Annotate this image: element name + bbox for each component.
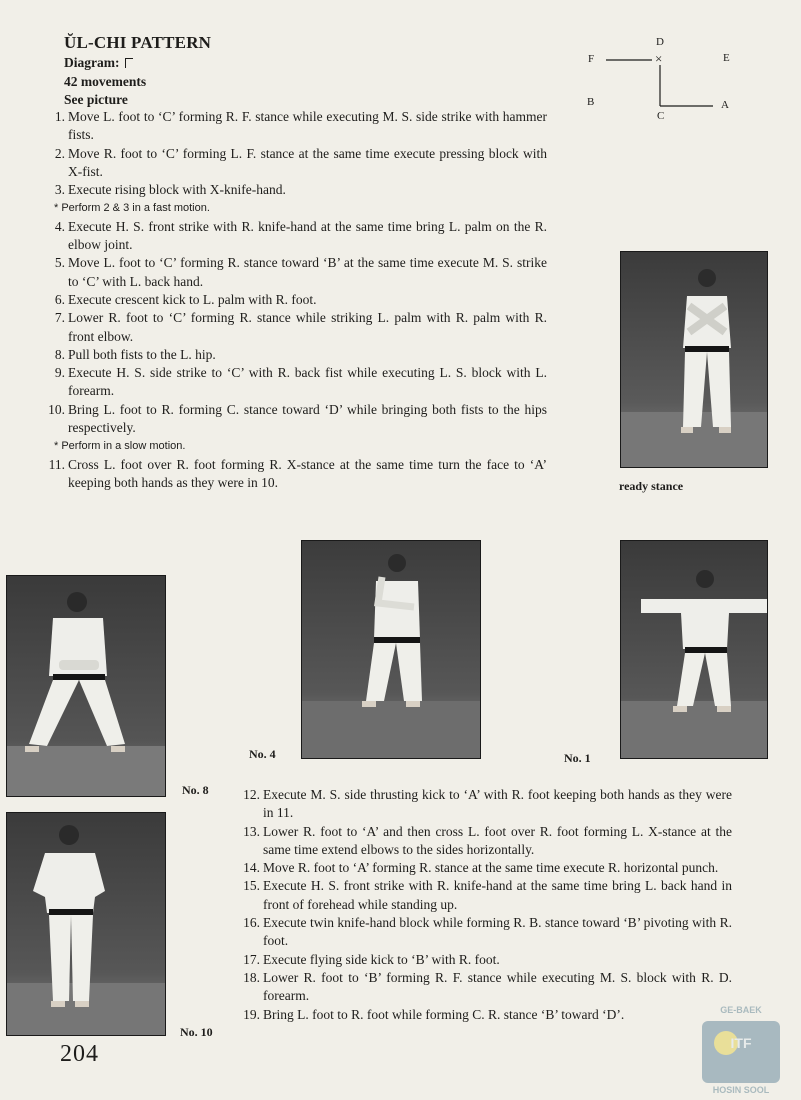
step-text: Execute H. S. front strike with R. knife-hand at the same time bring L. palm on the R. elbow joint. bbox=[68, 218, 547, 253]
step-number: 11. bbox=[48, 456, 65, 472]
direction-diagram bbox=[570, 30, 750, 130]
step-number: 4. bbox=[54, 218, 65, 234]
step-note: * Perform 2 & 3 in a fast motion. bbox=[54, 202, 210, 215]
step-number: 6. bbox=[54, 291, 65, 307]
step-number: 2. bbox=[54, 145, 65, 161]
steps-part-2 bbox=[242, 786, 732, 1024]
step-number: 12. bbox=[243, 787, 260, 802]
step-text: Execute M. S. side thrusting kick to ‘A’ with R. foot keeping both hands as they were in 11. bbox=[263, 787, 732, 821]
movements-count: 42 movements bbox=[64, 74, 147, 89]
watermark-bottom-text: HOSIN SOOL bbox=[712, 1085, 770, 1095]
diagram-shape-icon bbox=[125, 58, 133, 68]
step-number: 7. bbox=[54, 310, 65, 326]
step-number: 13. bbox=[243, 823, 260, 839]
diagram-center-mark: × bbox=[655, 51, 663, 66]
step-number: 9. bbox=[54, 365, 65, 381]
step-text: Lower R. foot to ‘A’ and then cross L. foot over R. foot forming L. X-stance at the same time extend elbows to the sides horizontally. bbox=[263, 823, 732, 857]
diagram-label-a: A bbox=[721, 99, 729, 111]
step-text: Bring L. foot to R. forming C. stance toward ‘D’ while bringing both fists to the hips respectively. bbox=[68, 401, 547, 436]
step-number: 5. bbox=[54, 255, 65, 271]
diagram-label-text: Diagram: bbox=[64, 55, 120, 70]
caption-no-8: No. 8 bbox=[182, 783, 209, 797]
step-item bbox=[47, 218, 547, 255]
see-picture-label: See picture bbox=[64, 92, 128, 107]
caption-ready-stance: ready stance bbox=[619, 479, 684, 493]
step-item bbox=[47, 309, 547, 346]
step-item bbox=[47, 108, 547, 145]
figure-no-10 bbox=[7, 813, 165, 1035]
step-number: 3. bbox=[54, 182, 65, 198]
step-number: 16. bbox=[243, 915, 260, 931]
photo-no-8 bbox=[6, 575, 166, 797]
step-item bbox=[242, 914, 732, 951]
page-number: 204 bbox=[60, 1041, 99, 1067]
caption-no-10: No. 10 bbox=[180, 1025, 213, 1039]
step-text: Bring L. foot to R. foot while forming C. R. stance ‘B’ toward ‘D’. bbox=[263, 1006, 625, 1022]
figure-no-4 bbox=[302, 541, 480, 758]
photo-ready-stance bbox=[620, 251, 768, 468]
step-item bbox=[47, 364, 547, 401]
diagram-label-d: D bbox=[656, 36, 664, 48]
step-text: Execute flying side kick to ‘B’ with R. foot. bbox=[263, 951, 500, 967]
step-item bbox=[47, 291, 547, 309]
step-number: 1. bbox=[54, 109, 65, 124]
step-item bbox=[47, 254, 547, 291]
step-item bbox=[242, 877, 732, 914]
photo-no-10 bbox=[6, 812, 166, 1036]
step-text: Move L. foot to ‘C’ forming R. F. stance while executing M. S. side strike with hammer fists. bbox=[68, 109, 547, 143]
step-text: Pull both fists to the L. hip. bbox=[68, 346, 216, 362]
step-item bbox=[242, 859, 732, 877]
diagram-label-b: B bbox=[587, 96, 595, 108]
photo-no-1 bbox=[620, 540, 768, 759]
photo-no-4 bbox=[301, 540, 481, 759]
step-number: 18. bbox=[243, 969, 260, 985]
watermark bbox=[688, 1005, 794, 1097]
page-title: ŬL-CHI PATTERN bbox=[64, 33, 212, 52]
step-number: 14. bbox=[243, 860, 260, 876]
step-text: Cross L. foot over R. foot forming R. X-stance at the same time turn the face to ‘A’ keeping both hands as they were in 10. bbox=[68, 456, 547, 490]
step-number: 10. bbox=[48, 401, 65, 417]
diagram-label-c: C bbox=[657, 110, 665, 122]
step-number: 19. bbox=[243, 1006, 260, 1022]
step-item bbox=[242, 1006, 732, 1024]
step-number: 8. bbox=[54, 346, 65, 362]
step-item bbox=[47, 346, 547, 364]
step-text: Execute H. S. front strike with R. knife-hand at the same time bring L. back hand in front of forehead while standing up. bbox=[263, 878, 732, 912]
step-text: Execute crescent kick to L. palm with R. foot. bbox=[68, 291, 317, 307]
step-item bbox=[242, 786, 732, 823]
step-number: 15. bbox=[243, 878, 260, 894]
diagram-label bbox=[64, 55, 133, 71]
step-item bbox=[47, 401, 547, 438]
step-text: Move L. foot to ‘C’ forming R. stance toward ‘B’ at the same time execute M. S. strike to ‘C’ with L. back hand. bbox=[68, 255, 547, 289]
step-note: * Perform in a slow motion. bbox=[54, 440, 186, 453]
watermark-emblem-icon bbox=[688, 1017, 794, 1087]
figure-ready-stance bbox=[621, 252, 767, 467]
step-item bbox=[242, 823, 732, 860]
figure-no-8 bbox=[7, 576, 165, 796]
diagram-label-e: E bbox=[723, 52, 730, 64]
step-item bbox=[242, 951, 732, 969]
step-text: Execute twin knife-hand block while forming R. B. stance toward ‘B’ pivoting with R. foot. bbox=[263, 915, 732, 949]
watermark-badge-text: ITF bbox=[730, 1035, 752, 1051]
step-item bbox=[47, 181, 547, 199]
step-text: Lower R. foot to ‘B’ forming R. F. stance while executing M. S. block with R. D. forearm. bbox=[263, 969, 732, 1004]
watermark-top-text: GE-BAEK bbox=[720, 1005, 762, 1015]
diagram-label-f: F bbox=[588, 53, 595, 65]
step-number: 17. bbox=[243, 951, 260, 967]
step-text: Move R. foot to ‘C’ forming L. F. stance at the same time execute pressing block with X-fist. bbox=[68, 145, 547, 179]
step-text: Execute rising block with X-knife-hand. bbox=[68, 182, 286, 198]
step-text: Move R. foot to ‘A’ forming R. stance at the same time execute R. horizontal punch. bbox=[263, 860, 719, 876]
caption-no-4: No. 4 bbox=[249, 747, 276, 761]
caption-no-1: No. 1 bbox=[564, 751, 591, 765]
figure-no-1 bbox=[621, 541, 767, 758]
step-text: Execute H. S. side strike to ‘C’ with R. back fist while executing L. S. block with L. forearm. bbox=[68, 365, 547, 399]
steps-part-1 bbox=[47, 108, 547, 492]
step-text: Lower R. foot to ‘C’ forming R. stance while striking L. palm with R. palm with R. front elbow. bbox=[68, 310, 547, 344]
step-item bbox=[242, 969, 732, 1006]
step-item bbox=[47, 145, 547, 182]
step-item bbox=[47, 456, 547, 493]
